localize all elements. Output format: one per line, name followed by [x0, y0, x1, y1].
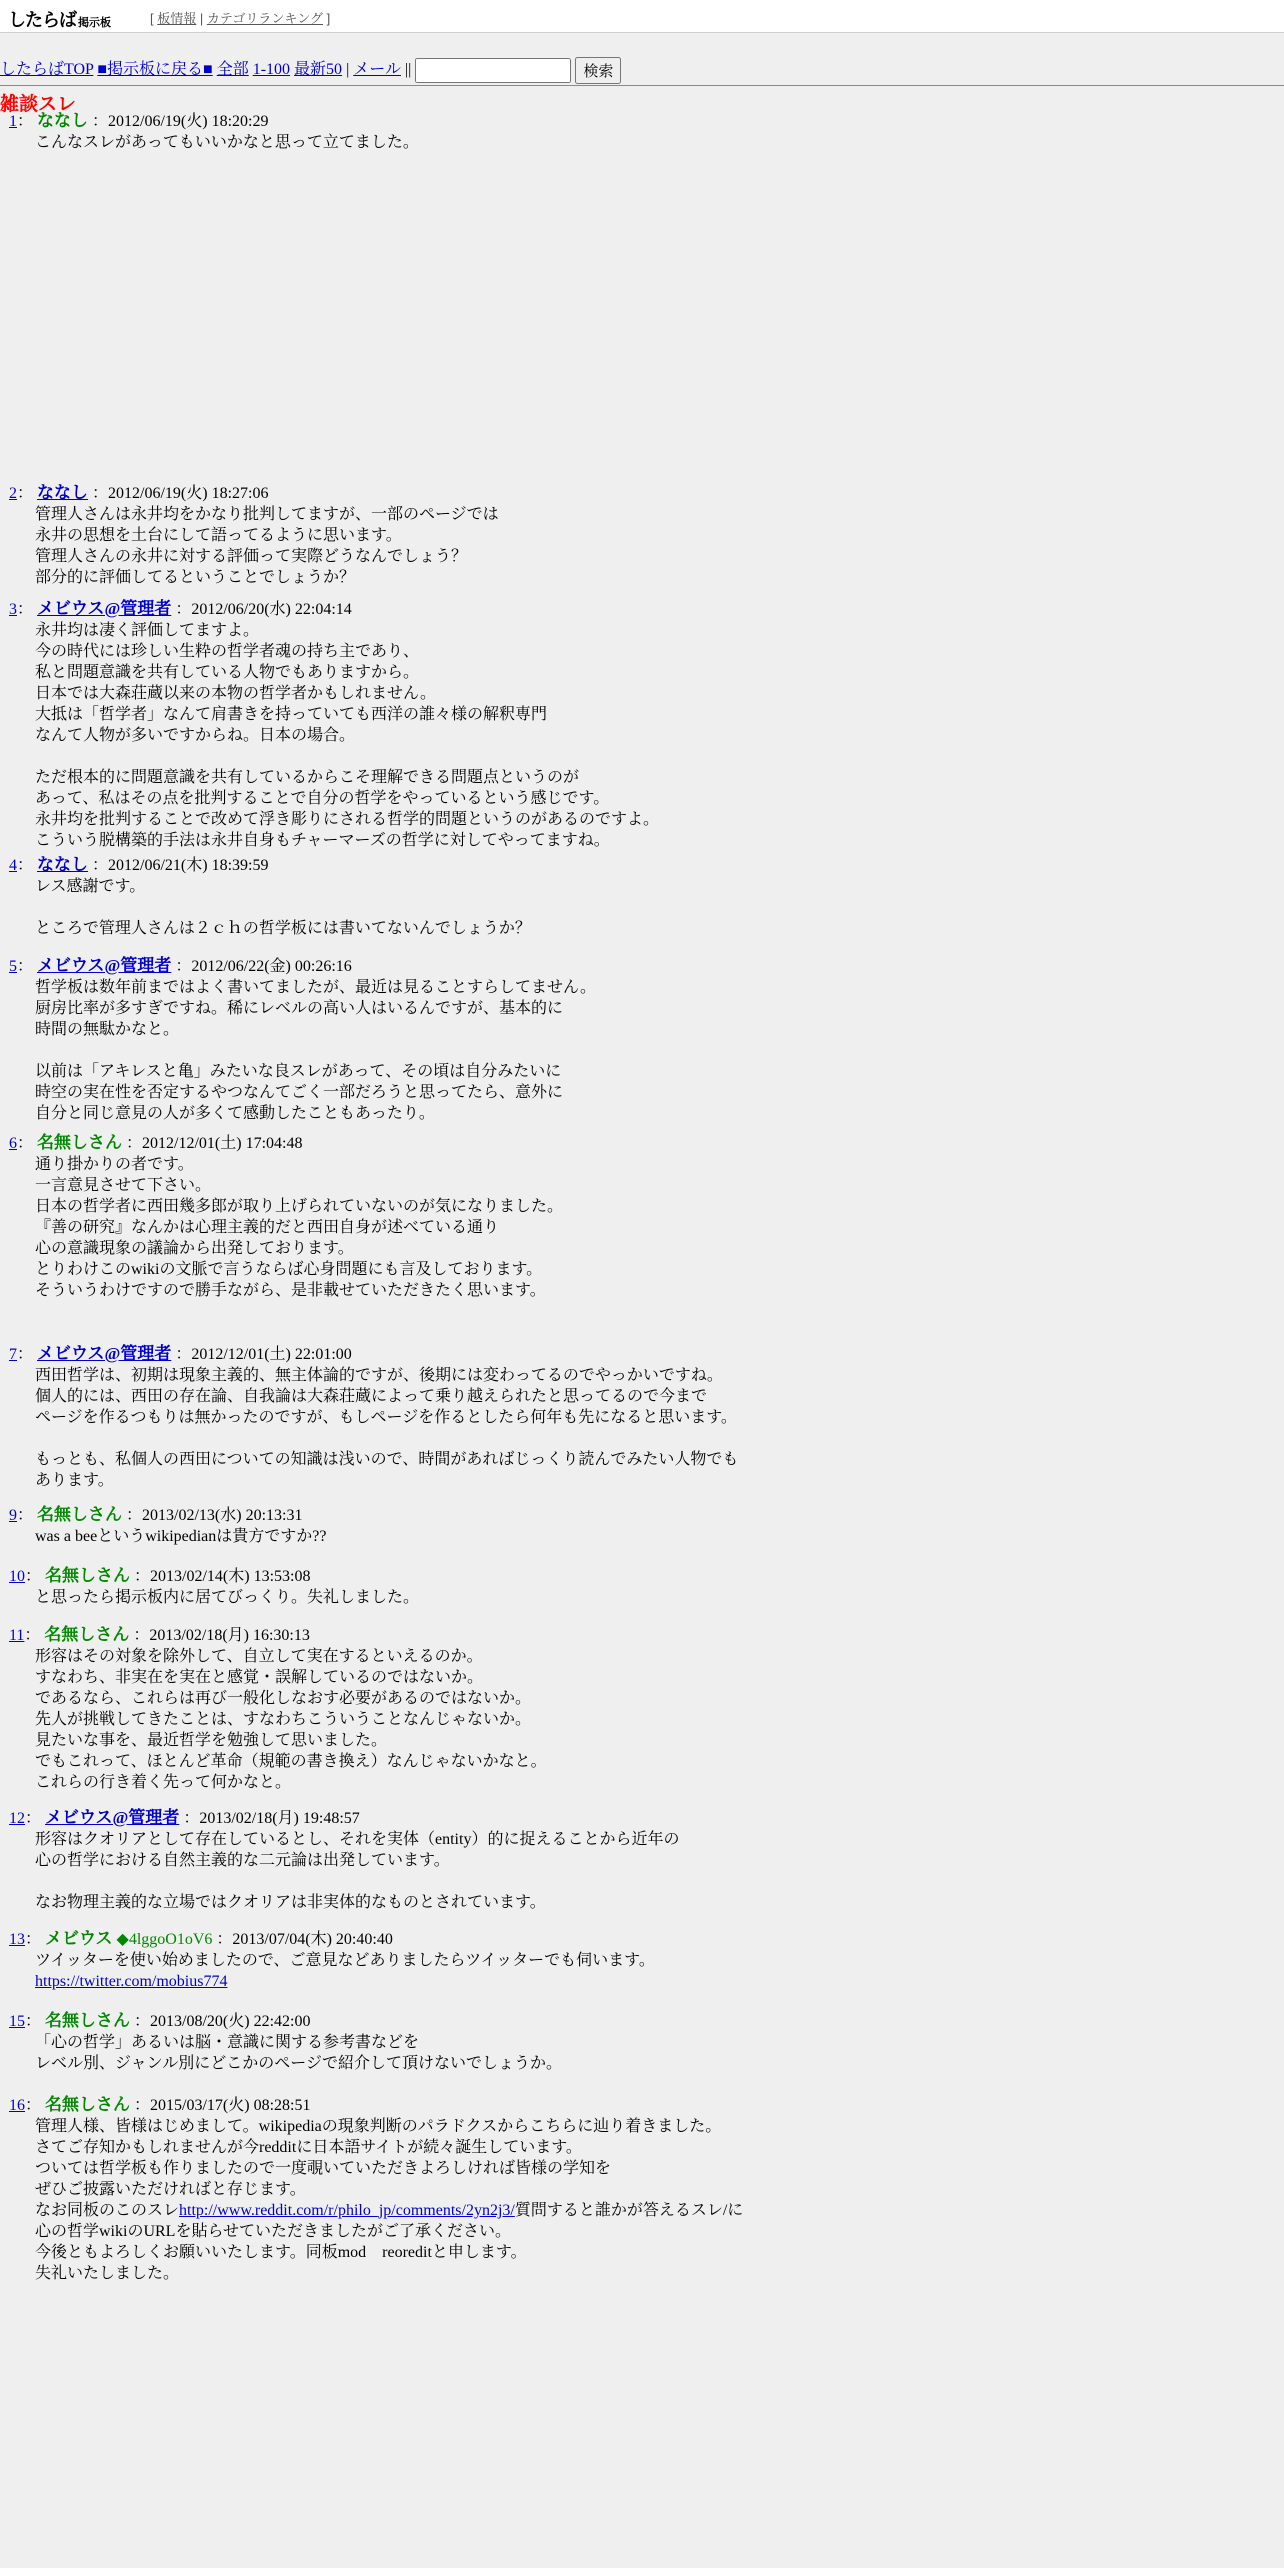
header-links: [ 板情報 | カテゴリランキング ]	[150, 11, 331, 26]
post-item	[0, 1343, 1284, 1491]
top-header	[0, 0, 1284, 33]
post-number-link[interactable]: 10	[9, 1568, 25, 1585]
post-date: ：2012/12/01(土) 22:01:00	[175, 1346, 352, 1363]
post-number-link[interactable]: 2	[9, 485, 17, 502]
post-date: ：2012/06/21(木) 18:39:59	[92, 857, 269, 874]
separator: |	[408, 61, 412, 78]
post-text: was a beeというwikipedianは貴方ですか??	[35, 1528, 327, 1545]
poster-name-link[interactable]: ななし	[37, 483, 89, 502]
post-header	[0, 1343, 1284, 1365]
post-number-link[interactable]: 12	[9, 1810, 25, 1827]
post-number-link[interactable]: 13	[9, 1931, 25, 1948]
colon-label: ：	[17, 113, 34, 130]
post-header	[0, 1565, 1284, 1587]
post-item	[0, 482, 1284, 588]
post-header	[0, 1624, 1284, 1646]
post-header	[0, 2094, 1284, 2116]
post-body	[0, 1950, 1284, 1992]
colon-label: ：	[25, 1568, 42, 1585]
colon-label: ：	[17, 1507, 34, 1524]
post-body	[0, 620, 1284, 851]
poster-name: メビウス	[45, 1929, 113, 1948]
poster-name: 名無しさん	[45, 1566, 131, 1585]
colon-label: ：	[25, 2097, 42, 2114]
divider	[0, 85, 1284, 86]
post-text: と思ったら掲示板内に居てびっくり。失礼しました。	[35, 1589, 420, 1606]
post-header	[0, 1928, 1284, 1950]
poster-name-link[interactable]: メビウス@管理者	[37, 599, 172, 618]
poster-name: 名無しさん	[45, 2011, 131, 2030]
post-header	[0, 110, 1284, 132]
post-body: 管理人様、皆様はじめまして。wikipediaの現象判断のパラドクスからこちらに辿り着きました。 さてご存知かもしれませんが今redditに日本語サイトが続々誕生しています。 ついては哲学板も作りましたので一度覗いていただきよろしければ皆様の学知を ぜひご披露いただければと存じます。 なお同板のこのスレhttp://www.reddit.com/r/philo_jp/comments/2yn2j3/質問すると誰かが答えるスレ/に 心の哲学wikiのURLを貼らせていただきましたがご了承ください。 今後ともよろしくお願いいたします。同板mod reoreditと申します。 失礼いたしました。	[35, 2118, 744, 2282]
post-number-link[interactable]: 6	[9, 1135, 17, 1152]
post-item	[0, 854, 1284, 939]
post-number-link[interactable]: 9	[9, 1507, 17, 1524]
search-button[interactable]: 検索	[575, 57, 621, 84]
thread-title: 雑談スレ	[0, 94, 77, 115]
logo-text: したらば	[8, 10, 76, 30]
post-text: レス感謝です。 ところで管理人さんは２ｃｈの哲学板には書いてないんでしょうか？	[35, 878, 531, 937]
post-item	[0, 1504, 1284, 1547]
post-date: ：2012/06/19(火) 18:20:29	[92, 113, 269, 130]
post-body	[0, 977, 1284, 1124]
poster-name-link[interactable]: メビウス@管理者	[45, 1808, 180, 1827]
poster-name-link[interactable]: メビウス@管理者	[37, 956, 172, 975]
twitter-link[interactable]: https://twitter.com/mobius774	[35, 1973, 228, 1990]
poster-trip: ◆4lggoO1oV6	[116, 1931, 213, 1948]
post-date: ：2012/06/22(金) 00:26:16	[175, 958, 352, 975]
post-item	[0, 110, 1284, 153]
post-body	[0, 504, 1284, 588]
post-date: ：2013/02/13(水) 20:13:31	[126, 1507, 303, 1524]
post-number-link[interactable]: 1	[9, 113, 17, 130]
post-text: こんなスレがあってもいいかなと思って立てました。	[35, 134, 419, 151]
post-header	[0, 955, 1284, 977]
all-posts-link[interactable]: 全部	[216, 61, 249, 78]
post-date: ：2012/06/19(火) 18:27:06	[92, 485, 269, 502]
post-item	[0, 1928, 1284, 1992]
separator: |	[404, 61, 409, 78]
mail-link[interactable]: メール	[353, 61, 401, 78]
post-item	[0, 2010, 1284, 2074]
latest50-link[interactable]: 最新50	[294, 61, 343, 78]
colon-label: ：	[17, 485, 34, 502]
post-text: 形容はクオリアとして存在しているとし、それを実体（entity）的に捉えることから近年の 心の哲学における自然主義的な二元論は出発しています。 なお物理主義的な立場ではクオリアは非実体的なものとされています。	[35, 1831, 680, 1911]
reddit-thread-link[interactable]: http://www.reddit.com/r/philo_jp/comments/2yn2j3/	[179, 2202, 515, 2219]
poster-name: 名無しさん	[44, 1625, 130, 1644]
post-item	[0, 598, 1284, 851]
post-text: 永井均は凄く評価してますよ。 今の時代には珍しい生粋の哲学者魂の持ち主であり、 私と問題意識を共有している人物でもありますから。 日本では大森荘蔵以来の本物の哲学者かもしれません。 大抵は「哲学者」なんて肩書きを持っていても西洋の誰々様の解釈専門 なんて人物が多いですからね。日本の場合。 ただ根本的に問題意識を共有しているからこそ理解できる問題点というのが あって、私はその点を批判することで自分の哲学をやっているという感じです。 永井均を批判することで改めて浮き彫りにされる哲学的問題というのがあるのですよ。 こういう脱構築的手法は永井自身もチャーマーズの哲学に対してやってますね。	[35, 622, 660, 849]
post-text: 「心の哲学」あるいは脳・意識に関する参考書などを レベル別、ジャンル別にどこかのページで紹介して頂けないでしょうか。	[35, 2034, 562, 2072]
range-link[interactable]: 1-100	[252, 61, 291, 78]
post-number-link[interactable]: 15	[9, 2013, 25, 2030]
post-text: 通り掛かりの者です。 一言意見させて下さい。 日本の哲学者に西田幾多郎が取り上げられていないのが気になりました。 『善の研究』なんかは心理主義的だと西田自身が述べている通り 心の意識現象の議論から出発しております。 とりわけこのwikiの文脈で言うならば心身問題にも言及しております。 そういうわけですので勝手ながら、是非載せていただきたく思います。	[35, 1156, 564, 1299]
post-date: ：2012/12/01(土) 17:04:48	[126, 1135, 303, 1152]
poster-name: 名無しさん	[45, 2095, 131, 2114]
post-header	[0, 598, 1284, 620]
post-body	[0, 1587, 1284, 1608]
poster-name: 名無しさん	[37, 1505, 123, 1524]
post-header	[0, 2010, 1284, 2032]
separator: |	[346, 61, 350, 78]
colon-label: ：	[24, 1627, 41, 1644]
post-number-link[interactable]: 7	[9, 1346, 17, 1363]
post-item	[0, 1807, 1284, 1913]
colon-label: ：	[25, 2013, 42, 2030]
poster-name: 名無しさん	[37, 1133, 123, 1152]
post-item	[0, 1624, 1284, 1793]
post-body	[0, 1646, 1284, 1793]
poster-name-link[interactable]: ななし	[37, 855, 89, 874]
post-body	[0, 132, 1284, 153]
colon-label: ：	[17, 1135, 34, 1152]
post-body	[0, 876, 1284, 939]
post-body	[0, 1154, 1284, 1301]
post-text: ツイッターを使い始めましたので、ご意見などありましたらツイッターでも伺います。	[35, 1952, 655, 1969]
colon-label: ：	[17, 857, 34, 874]
post-text: 哲学板は数年前まではよく書いてましたが、最近は見ることすらしてません。 厨房比率が多すぎですね。稀にレベルの高い人はいるんですが、基本的に 時間の無駄かなと。 以前は「アキレスと亀」みたいな良スレがあって、その頃は自分みたいに 時空の実在性を否定するやつなんてごく一部だろうと思ってたら、意外に 自分と同じ意見の人が多くて感動したこともあったり。	[35, 979, 596, 1122]
category-ranking-link[interactable]: カテゴリランキング	[206, 11, 323, 26]
post-body	[0, 2032, 1284, 2074]
post-header	[0, 1132, 1284, 1154]
post-date: ：2013/07/04(木) 20:40:40	[216, 1931, 393, 1948]
post-header	[0, 1807, 1284, 1829]
post-number-link[interactable]: 3	[9, 601, 17, 618]
post-number-link[interactable]: 4	[9, 857, 17, 874]
post-date: ：2012/06/20(水) 22:04:14	[175, 601, 352, 618]
back-to-board-link[interactable]: ■掲示板に戻る■	[97, 61, 213, 78]
post-text: 管理人さんは永井均をかなり批判してますが、一部のページでは 永井の思想を土台にして語ってるように思います。 管理人さんの永井に対する評価って実際どうなんでしょう？ 部分的に評価してるということでしょうか？	[35, 506, 499, 586]
post-number-link[interactable]: 11	[9, 1627, 25, 1644]
post-text: 形容はその対象を除外して、自立して実在するといえるのか。 すなわち、非実在を実在と感覚・誤解しているのではないか。 であるなら、これらは再び一般化しなおす必要があるのではないか。 先人が挑戦してきたことは、すなわちこういうことなんじゃないか。 見たいな事を、最近哲学を勉強して思いました。 でもこれって、ほとんど革命（規範の書き換え）なんじゃないかなと。 これらの行き着く先って何かなと。	[35, 1648, 547, 1791]
post-text: 西田哲学は、初期は現象主義的、無主体論的ですが、後期には変わってるのでやっかいですね。 個人的には、西田の存在論、自我論は大森荘蔵によって乗り越えられたと思ってるので今まで ページを作るつもりは無かったのですが、もしページを作るとしたら何年も先になると思います。 もっとも、私個人の西田についての知識は浅いので、時間があればじっくり読んでみたい人物でも あります。	[35, 1367, 739, 1489]
colon-label: ：	[17, 958, 34, 975]
poster-name-link[interactable]: メビウス@管理者	[37, 1344, 172, 1363]
logo-subtext: 掲示板	[78, 17, 111, 29]
post-date: ：2013/02/18(月) 19:48:57	[183, 1810, 360, 1827]
post-date: ：2013/02/14(木) 13:53:08	[134, 1568, 311, 1585]
poster-name: ななし	[37, 111, 89, 130]
shitaraba-top-link[interactable]: したらばTOP	[0, 61, 94, 78]
board-info-link[interactable]: 板情報	[157, 11, 197, 26]
colon-label: ：	[17, 601, 34, 618]
colon-label: ：	[25, 1810, 42, 1827]
post-item	[0, 1132, 1284, 1301]
post-item	[0, 1565, 1284, 1608]
post-body	[0, 1829, 1284, 1913]
post-header	[0, 482, 1284, 504]
post-body	[0, 1365, 1284, 1491]
thread-navbar	[0, 56, 621, 84]
post-item	[0, 955, 1284, 1124]
post-date: ：2013/02/18(月) 16:30:13	[133, 1627, 310, 1644]
search-input[interactable]	[415, 58, 571, 83]
post-number-link[interactable]: 16	[9, 2097, 25, 2114]
post-date: ：2015/03/17(火) 08:28:51	[134, 2097, 311, 2114]
post-header	[0, 1504, 1284, 1526]
post-date: ：2013/08/20(火) 22:42:00	[134, 2013, 311, 2030]
colon-label: ：	[25, 1931, 42, 1948]
post-item	[0, 2094, 1284, 2284]
post-body	[0, 1526, 1284, 1547]
colon-label: ：	[17, 1346, 34, 1363]
post-number-link[interactable]: 5	[9, 958, 17, 975]
post-header	[0, 854, 1284, 876]
site-logo[interactable]	[8, 6, 111, 32]
